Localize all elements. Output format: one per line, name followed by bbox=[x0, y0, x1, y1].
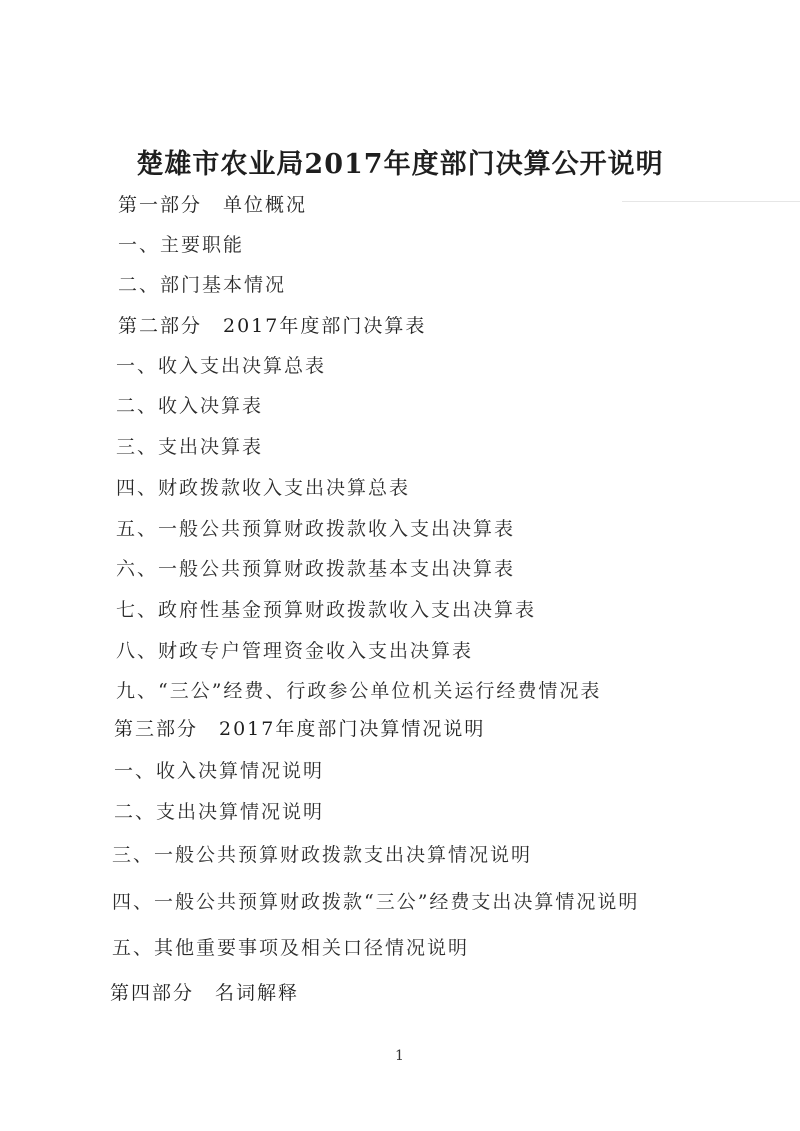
toc-item: 一、收入决算情况说明 bbox=[114, 760, 325, 782]
toc-item: 九、“三公”经费、行政参公单位机关运行经费情况表 bbox=[116, 680, 602, 702]
toc-item: 一、主要职能 bbox=[118, 234, 245, 256]
toc-item: 五、一般公共预算财政拨款收入支出决算表 bbox=[116, 518, 516, 540]
toc-section-1: 第一部分 单位概况 bbox=[118, 194, 308, 216]
page-number: 1 bbox=[395, 1048, 404, 1064]
toc-section-3: 第三部分 2017年度部门决算情况说明 bbox=[114, 718, 486, 740]
scan-artifact-line bbox=[622, 201, 800, 202]
toc-item: 二、收入决算表 bbox=[116, 395, 264, 417]
toc-item: 一、收入支出决算总表 bbox=[116, 355, 327, 377]
toc-item: 四、财政拨款收入支出决算总表 bbox=[116, 477, 411, 499]
toc-item: 二、支出决算情况说明 bbox=[114, 801, 325, 823]
toc-item: 八、财政专户管理资金收入支出决算表 bbox=[116, 640, 474, 662]
toc-item: 三、一般公共预算财政拨款支出决算情况说明 bbox=[112, 844, 533, 866]
toc-item: 三、支出决算表 bbox=[116, 436, 264, 458]
toc-section-4: 第四部分 名词解释 bbox=[110, 982, 300, 1004]
toc-section-2: 第二部分 2017年度部门决算表 bbox=[118, 315, 427, 337]
toc-item: 七、政府性基金预算财政拨款收入支出决算表 bbox=[116, 599, 537, 621]
toc-item: 六、一般公共预算财政拨款基本支出决算表 bbox=[116, 558, 516, 580]
toc-item: 四、一般公共预算财政拨款“三公”经费支出决算情况说明 bbox=[112, 891, 640, 913]
toc-item: 二、部门基本情况 bbox=[118, 274, 287, 296]
document-title: 楚雄市农业局2017年度部门决算公开说明 bbox=[136, 149, 664, 180]
toc-item: 五、其他重要事项及相关口径情况说明 bbox=[112, 937, 470, 959]
